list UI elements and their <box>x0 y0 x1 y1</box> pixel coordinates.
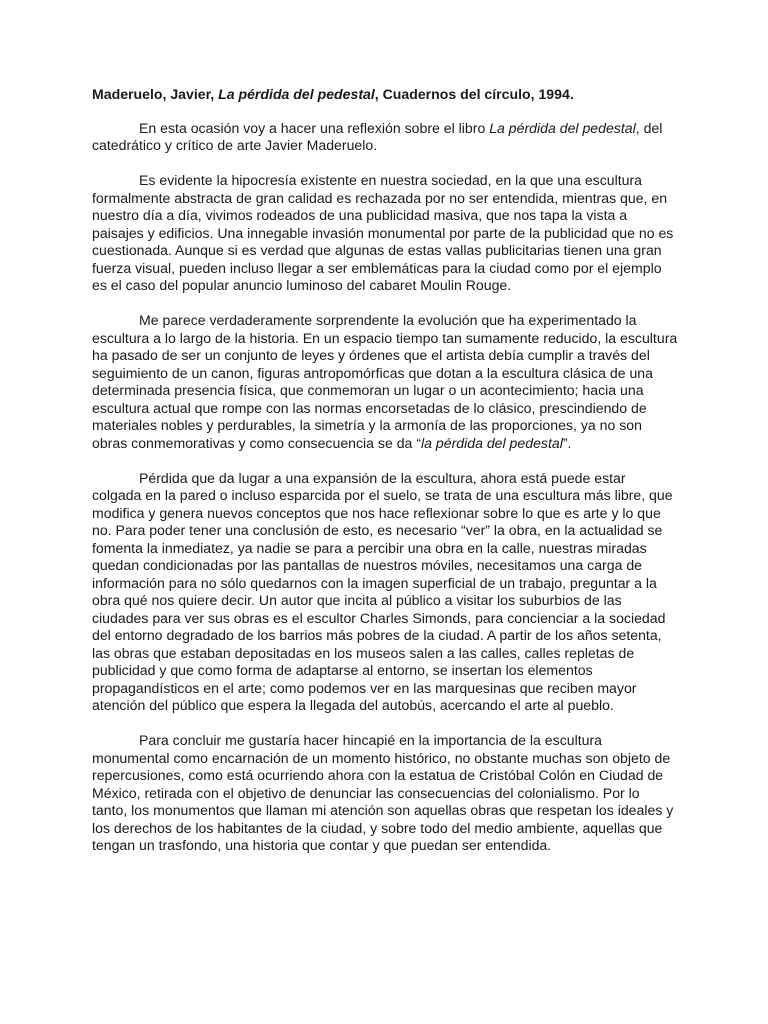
reference-book-title: La pérdida del pedestal <box>218 86 375 102</box>
paragraph-text: ”. <box>562 434 572 451</box>
document-body <box>92 86 678 872</box>
body-paragraph <box>92 470 678 715</box>
paragraph-text: Me parece verdaderamente sorprendente la evolución que ha experimentado la escultura a lo largo de la historia. En un espacio tiempo tan sumamente reducido, la escultura ha pasado de ser un conjunto de leyes y órdenes que el artista debía cumplir a través del seguimiento de un canon, figuras antropomórficas que dotan a la escultura clásica de una determinada presencia física, que conmemoran un lugar o un acontecimiento; hacia una escultura actual que rompe con las normas encorsetadas de lo clásico, prescindiendo de materiales nobles y perdurables, la simetría y la armonía de las proporciones, ya no son obras conmemorativas y como consecuencia se da “ <box>92 312 678 451</box>
paragraph-text: Para concluir me gustaría hacer hincapié en la importancia de la escultura monumental como encarnación de un momento histórico, no obstante muchas son objeto de repercusiones, como está ocurriendo ahora con la estatua de Cristóbal Colón en Ciudad de México, retirada con el objetivo de denunciar las consecuencias del colonialismo. Por lo tanto, los monumentos que llaman mi atención son aquellas obras que respetan los ideales y los derechos de los habitantes de la ciudad, y sobre todo del medio ambiente, aquellas que tengan un trasfondo, una historia que contar y que puedan ser entendida. <box>92 732 674 853</box>
italic-text: la pérdida del pedestal <box>421 434 563 451</box>
body-paragraph <box>92 120 678 155</box>
reference-publisher-year: , Cuadernos del círculo, 1994. <box>374 86 574 102</box>
paragraph-text: Es evidente la hipocresía existente en nuestra sociedad, en la que una escultura formalmente abstracta de gran calidad es rechazada por no ser entendida, mientras que, en nuestro día a día, vivimos rodeados de una publicidad masiva, que nos tapa la vista a paisajes y edificios. Una innegable invasión monumental por parte de la publicidad que no es cuestionada. Aunque si es verdad que algunas de estas vallas publicitarias tienen una gran fuerza visual, pueden incluso llegar a ser emblemáticas para la ciudad como por el ejemplo es el caso del popular anuncio luminoso del cabaret Moulin Rouge. <box>92 172 674 293</box>
paragraph-text: Pérdida que da lugar a una expansión de la escultura, ahora está puede estar colgada en la pared o incluso esparcida por el suelo, se trata de una escultura más libre, que modifica y genera nuevos conceptos que nos hace reflexionar sobre lo que es arte y lo que no. Para poder tener una conclusión de esto, es necesario “ver” la obra, en la actualidad se fomenta la inmediatez, ya nadie se para a percibir una obra en la calle, nuestras miradas quedan condicionadas por las pantallas de nuestros móviles, necesitamos una carga de información para no sólo quedarnos con la imagen superficial de un trabajo, preguntar a la obra qué nos quiere decir. Un autor que incita al público a visitar los suburbios de las ciudades para ver sus obras es el escultor Charles Simonds, para concienciar a la sociedad del entorno degradado de los barrios más pobres de la ciudad. A partir de los años setenta, las obras que estaban depositadas en los museos salen a las calles, calles repletas de publicidad y que como forma de adaptarse al entorno, se insertan los elementos propagandísticos en el arte; como podemos ver en las marquesinas que reciben mayor atención del público que espera la llegada del autobús, acercando el arte al pueblo. <box>92 469 673 713</box>
paragraph-text: , del catedrático y crítico de arte Javier Maderuelo. <box>92 119 663 153</box>
bibliographic-reference <box>92 86 678 104</box>
body-paragraph <box>92 172 678 295</box>
italic-text: La pérdida del pedestal <box>489 119 636 136</box>
paragraph-list <box>92 120 678 855</box>
body-paragraph <box>92 732 678 855</box>
paragraph-text: En esta ocasión voy a hacer una reflexión sobre el libro <box>139 119 490 136</box>
body-paragraph <box>92 312 678 452</box>
reference-author: Maderuelo, Javier, <box>92 86 219 102</box>
